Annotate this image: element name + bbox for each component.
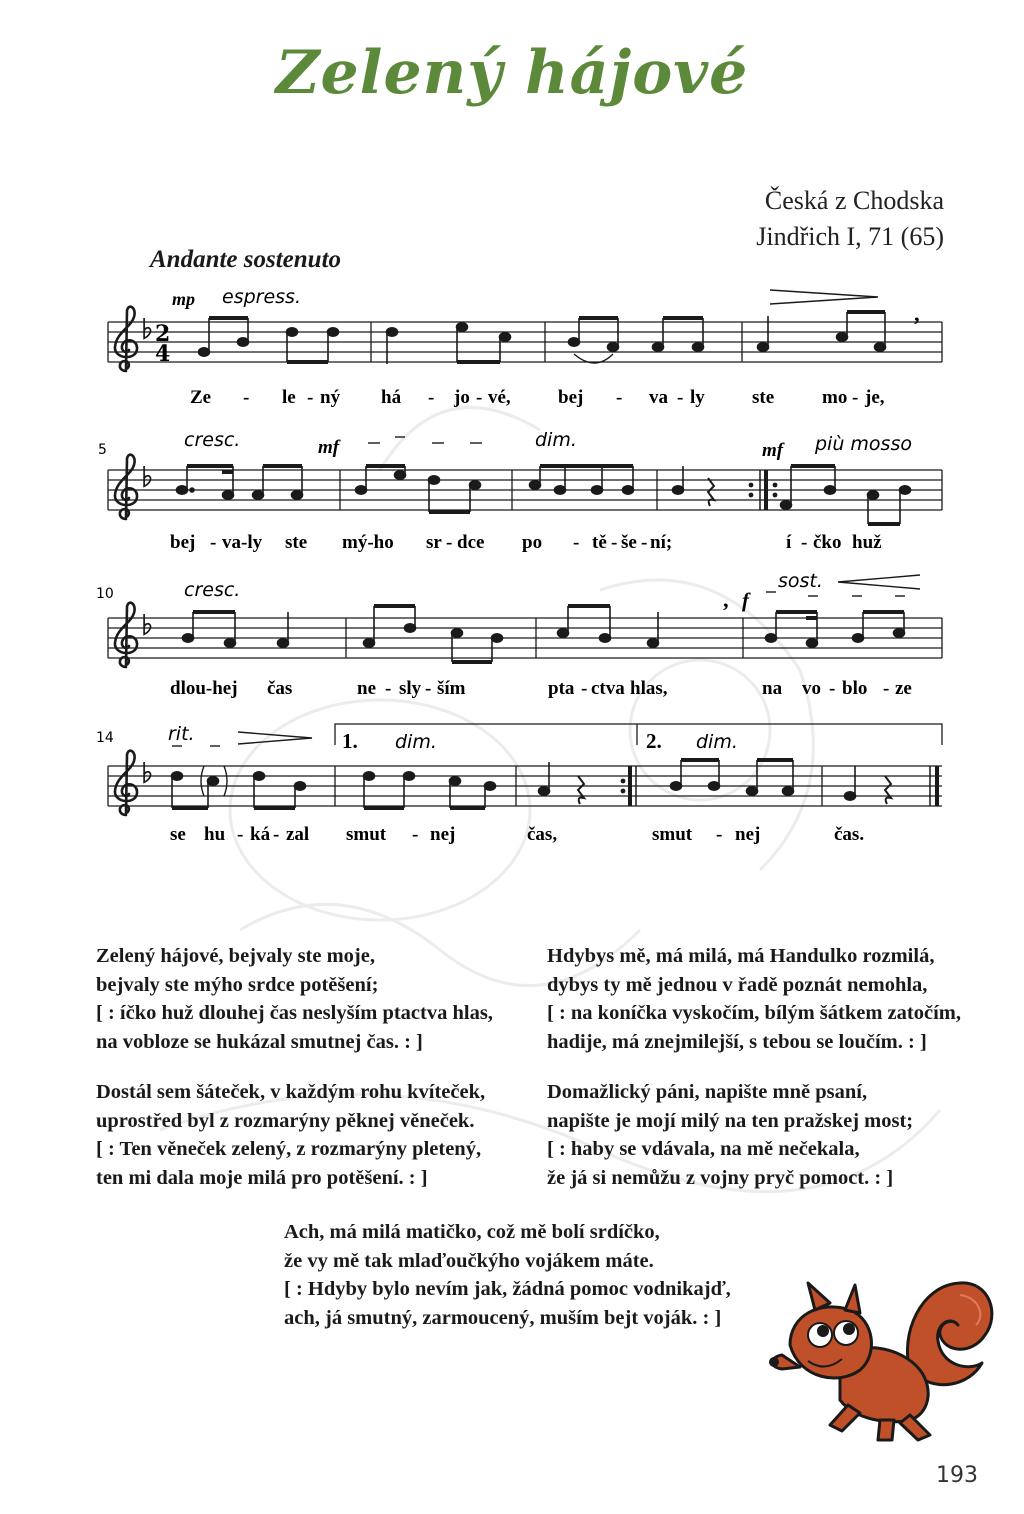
tempo-marking: Andante sostenuto (150, 246, 342, 273)
svg-text:ká: ká (250, 824, 271, 845)
svg-text:ní;: ní; (650, 532, 673, 553)
expression-cresc-2: cresc. (184, 579, 241, 601)
svg-text:jo: jo (454, 387, 470, 408)
svg-text:-: - (210, 532, 217, 553)
svg-text:dce: dce (457, 532, 485, 553)
svg-text:ste: ste (285, 532, 308, 553)
time-signature-bottom: 4 (155, 341, 171, 367)
svg-text:sr: sr (426, 532, 442, 553)
svg-text:po: po (522, 532, 543, 553)
svg-text:huž: huž (852, 532, 882, 553)
volta-1: 1. (342, 729, 358, 753)
svg-text:ším: ším (437, 678, 466, 699)
expression-dim-3: dim. (696, 731, 738, 753)
svg-text:ste: ste (752, 387, 775, 408)
song-reference: Jindřich I, 71 (65) (756, 222, 944, 251)
svg-text:ze: ze (895, 678, 912, 699)
svg-text:-: - (412, 824, 419, 845)
song-title: Zelený hájové (275, 38, 749, 108)
page-number: 193 (936, 1463, 978, 1488)
squirrel-icon (760, 1275, 1000, 1445)
svg-text:-: - (243, 387, 250, 408)
notes-system-1 (199, 290, 886, 364)
svg-text:bej: bej (170, 532, 196, 553)
svg-text:nej: nej (430, 824, 456, 845)
verse-1: Zelený hájové, bejvaly ste moje, bejvaly ste mýho srdce potěšení; [ : íčko huž dlouhej čas neslyším ptactva hlas, na vobloze se hukázal smutnej čas. : ] (96, 945, 493, 1053)
svg-text:-: - (385, 678, 392, 699)
verse-2: Hdybys mě, má milá, má Handulko rozmilá, dybys ty mě jednou v řadě poznát nemohla, [ : na koníčka vyskočím, bílým šátkem zatočím, hadije, má znejmilejší, s tebou se loučím. : ] (547, 945, 961, 1053)
svg-text:blo: blo (842, 678, 868, 699)
svg-text:-: - (446, 532, 453, 553)
svg-text:pta: pta (548, 678, 575, 699)
svg-text:na: na (762, 678, 783, 699)
svg-text:-: - (273, 824, 280, 845)
dynamic-mf-2: mf (762, 440, 784, 461)
svg-text:-: - (237, 824, 244, 845)
svg-text:há: há (381, 387, 402, 408)
svg-text:-: - (677, 387, 684, 408)
dynamic-mf: mf (318, 437, 340, 458)
svg-text:čas: čas (267, 678, 293, 699)
svg-text:va: va (649, 387, 668, 408)
svg-text:hlas,: hlas, (630, 678, 668, 699)
svg-text:le: le (282, 387, 296, 408)
svg-text:dlou-hej: dlou-hej (170, 678, 238, 699)
measure-number-10: 10 (96, 586, 114, 602)
volta-2: 2. (646, 729, 662, 753)
svg-text:-: - (425, 678, 432, 699)
flat-icon (144, 466, 150, 486)
verse-4: Domažlický páni, napište mně psaní, napište je mojí milý na ten pražskej most; [ : haby se vdávala, na mě nečekala, že já si nemůžu z vojny pryč pomoct. : ] (547, 1081, 914, 1189)
svg-text:ný: ný (320, 387, 341, 408)
flat-icon (144, 762, 150, 782)
svg-text:vé,: vé, (488, 387, 511, 408)
svg-text:-: - (883, 678, 890, 699)
svg-text:Ze: Ze (190, 387, 212, 408)
lyrics-system-3 (170, 678, 912, 699)
svg-text:mý-ho: mý-ho (342, 532, 394, 553)
expression-cresc: cresc. (184, 429, 241, 451)
svg-text:nej: nej (735, 824, 761, 845)
svg-text:zal: zal (286, 824, 310, 845)
svg-text:smut: smut (652, 824, 693, 845)
verse-5: Ach, má milá matičko, což mě bolí srdíčko, že vy mě tak mlaďoučkýho vojákem máte. [ : Hdyby bylo nevím jak, žádná pomoc vodnikajď, ach, já smutný, zarmoucený, muším bejt voják. : ] (284, 1221, 731, 1329)
song-origin: Česká z Chodska (764, 186, 944, 215)
expression-piu-mosso: più mosso (815, 433, 912, 455)
measure-number-5: 5 (98, 442, 107, 458)
svg-text:sly: sly (399, 678, 422, 699)
expression-dim-2: dim. (395, 731, 437, 753)
svg-text:-: - (476, 387, 483, 408)
dynamic-f: f (742, 588, 749, 612)
svg-text:-: - (829, 678, 836, 699)
svg-text:-: - (852, 387, 859, 408)
svg-text:čko: čko (813, 532, 842, 553)
expression-espress: espress. (222, 286, 301, 308)
lyrics-system-4 (170, 824, 864, 845)
svg-text:-: - (616, 387, 623, 408)
svg-text:tě: tě (592, 532, 607, 553)
svg-text:-: - (581, 678, 588, 699)
svg-text:vo: vo (802, 678, 821, 699)
expression-rit: rit. (168, 723, 195, 745)
svg-text:mo: mo (822, 387, 848, 408)
breath-mark: ’ (913, 312, 921, 337)
flat-icon (144, 318, 150, 338)
svg-text:ctva: ctva (591, 678, 625, 699)
svg-text:-: - (716, 824, 723, 845)
svg-text:se: se (170, 824, 186, 845)
flat-icon (144, 614, 150, 634)
expression-dim: dim. (535, 429, 577, 451)
svg-text:smut: smut (346, 824, 387, 845)
svg-text:čas,: čas, (527, 824, 558, 845)
expression-sost: sost. (778, 570, 823, 592)
lyrics-system-2 (170, 532, 882, 553)
svg-text:hu: hu (204, 824, 226, 845)
svg-text:í: í (786, 532, 792, 553)
time-signature-top: 2 (155, 321, 171, 347)
svg-text:va-ly: va-ly (222, 532, 263, 553)
svg-text:še: še (621, 532, 637, 553)
svg-text:ly: ly (690, 387, 705, 408)
svg-text:čas.: čas. (834, 824, 865, 845)
svg-text:je,: je, (865, 387, 885, 408)
svg-text:ne: ne (357, 678, 376, 699)
svg-text:-: - (428, 387, 435, 408)
svg-text:-: - (307, 387, 314, 408)
dynamic-mp: mp (172, 289, 196, 309)
svg-text:bej: bej (558, 387, 584, 408)
measure-number-14: 14 (96, 730, 114, 746)
breath-mark-2: ’ (722, 598, 730, 623)
staff-system-4 (108, 724, 942, 806)
staff-system-1 (108, 322, 942, 362)
svg-text:-: - (801, 532, 808, 553)
svg-text:-: - (611, 532, 618, 553)
svg-text:-: - (641, 532, 648, 553)
lyrics-system-1 (190, 387, 885, 408)
svg-text:-: - (573, 532, 580, 553)
verse-3: Dostál sem šáteček, v každým rohu kvíteček, uprostřed byl z rozmarýny pěknej věneček. [ : Ten věneček zelený, z rozmarýny pletený, ten mi dala moje milá pro potěšení. : ] (96, 1081, 486, 1189)
